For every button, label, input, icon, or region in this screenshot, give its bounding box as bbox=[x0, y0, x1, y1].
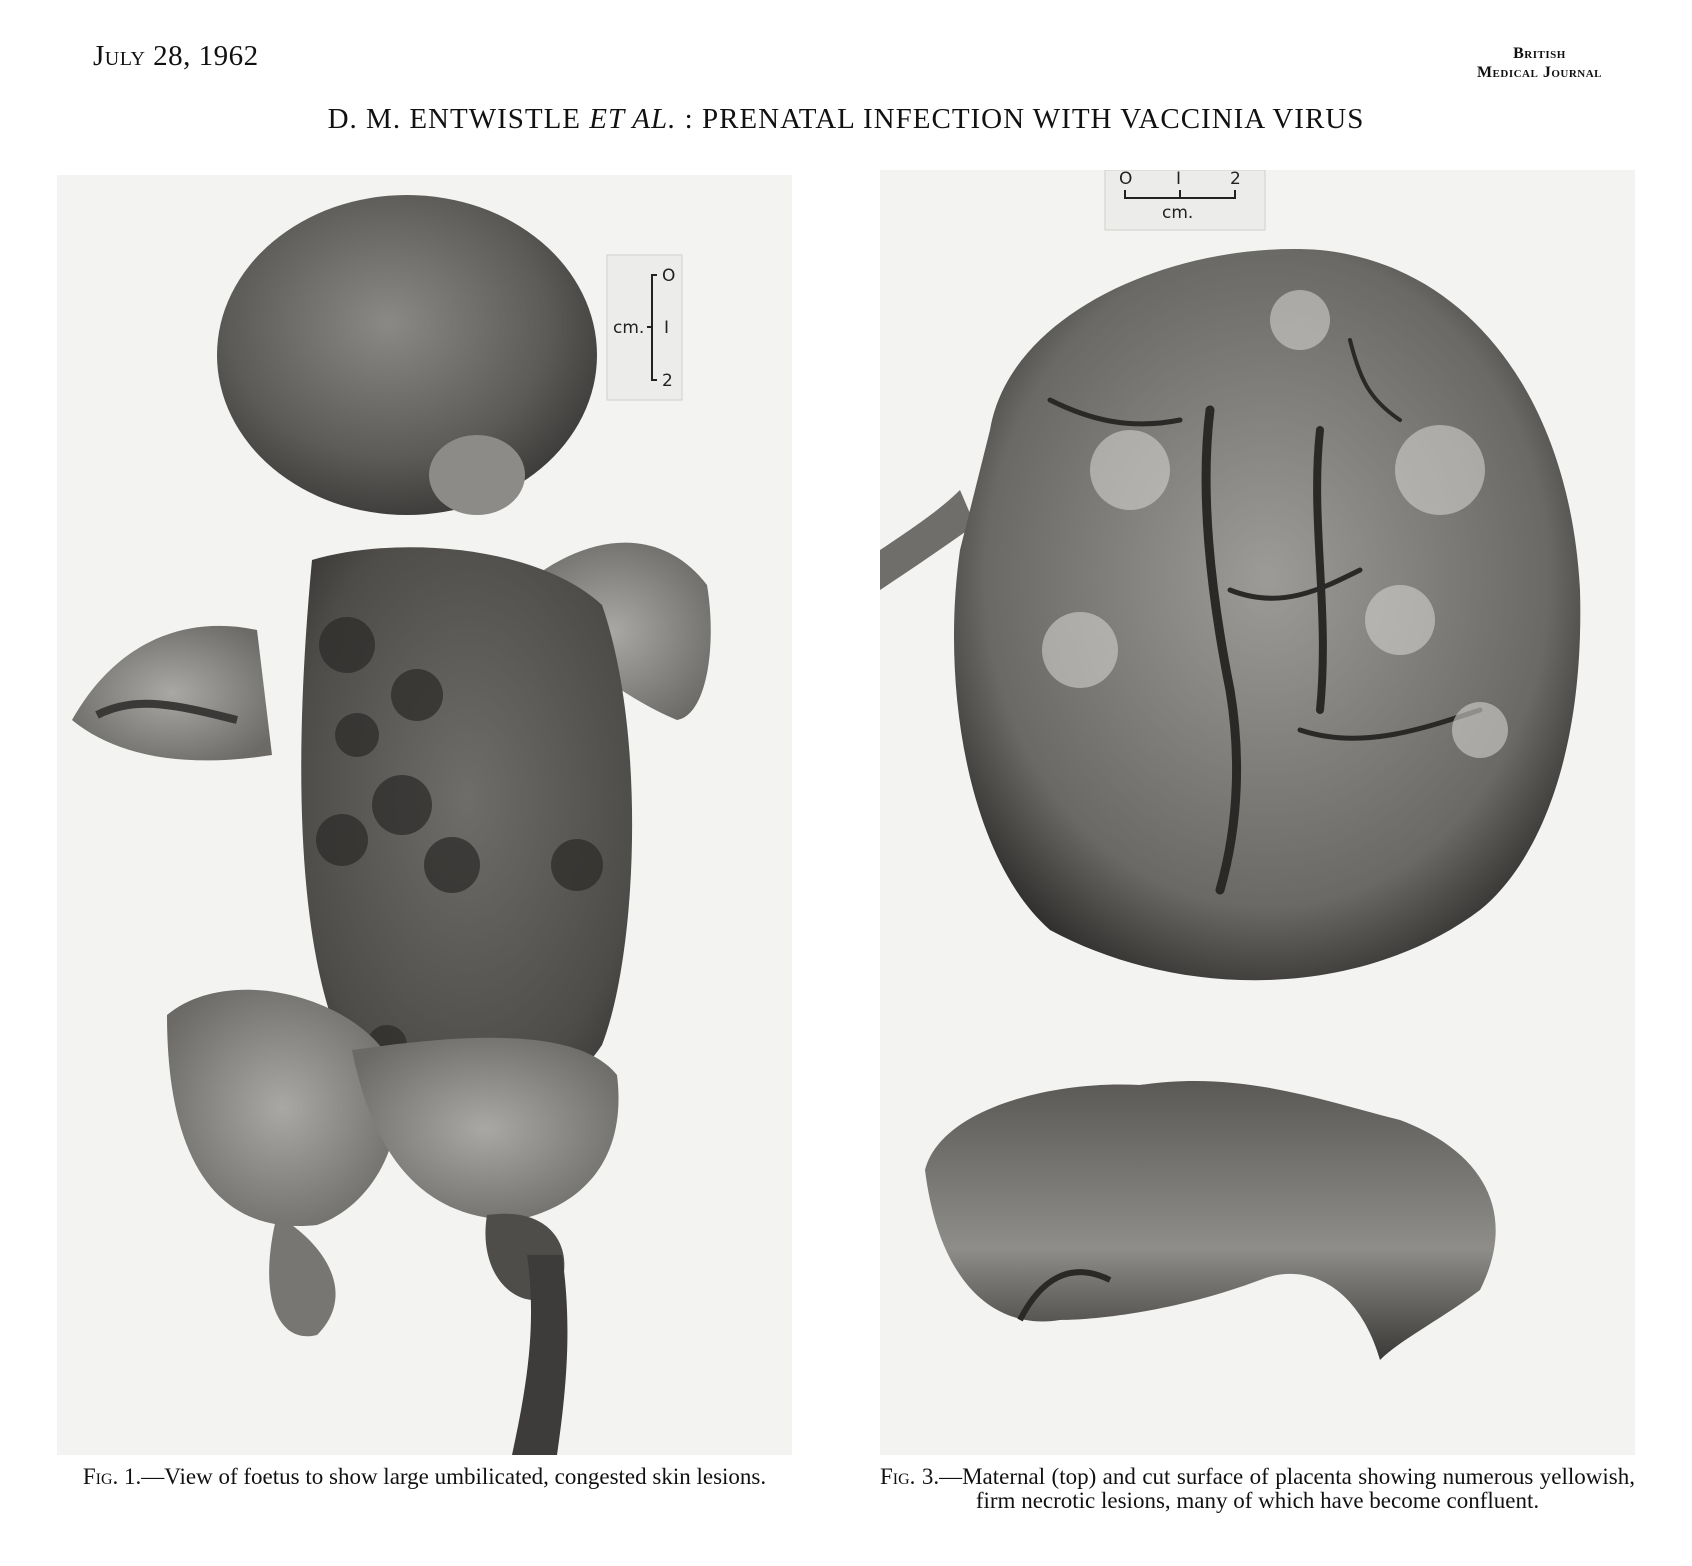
figure-3-scale-tick-2: 2 bbox=[1230, 170, 1241, 189]
figure-1-scale-tick-1: I bbox=[664, 318, 670, 338]
title-authors: D. M. ENTWISTLE bbox=[327, 103, 590, 135]
title-et-al: ET AL. bbox=[589, 103, 677, 135]
figure-3-scale-tick-0: O bbox=[1119, 170, 1133, 189]
figure-1-scale-tick-2: 2 bbox=[662, 371, 673, 391]
figure-1-label: Fig. 1. bbox=[82, 1464, 142, 1489]
figure-1-caption-text: —View of foetus to show large umbilicated, congested skin lesions. bbox=[141, 1464, 767, 1489]
figure-3-caption-text: —Maternal (top) and cut surface of placenta showing numerous yellowish, firm necrotic lesions, many of which have become confluent. bbox=[939, 1464, 1635, 1513]
figure-1-scale-unit: cm. bbox=[613, 318, 645, 338]
figure-1-photo bbox=[57, 175, 792, 1455]
journal-name-line1: British bbox=[1513, 45, 1566, 62]
figure-3-scale-unit: cm. bbox=[1162, 203, 1194, 223]
issue-date: July 28, 1962 bbox=[93, 40, 259, 72]
title-subject: : PRENATAL INFECTION WITH VACCINIA VIRUS bbox=[676, 103, 1365, 135]
figure-1-scale-tick-0: O bbox=[662, 266, 676, 286]
placenta-image bbox=[880, 170, 1635, 1455]
figure-3-label: Fig. 3. bbox=[880, 1464, 940, 1489]
journal-name-line2: Medical Journal bbox=[1476, 64, 1602, 81]
figure-1-caption bbox=[57, 1465, 792, 1489]
article-title bbox=[0, 103, 1692, 136]
figure-3-photo bbox=[880, 170, 1635, 1455]
figure-3-caption bbox=[880, 1465, 1635, 1513]
journal-name bbox=[1477, 44, 1602, 82]
foetus-image bbox=[57, 175, 792, 1455]
figure-3-scale-tick-1: I bbox=[1176, 170, 1182, 189]
